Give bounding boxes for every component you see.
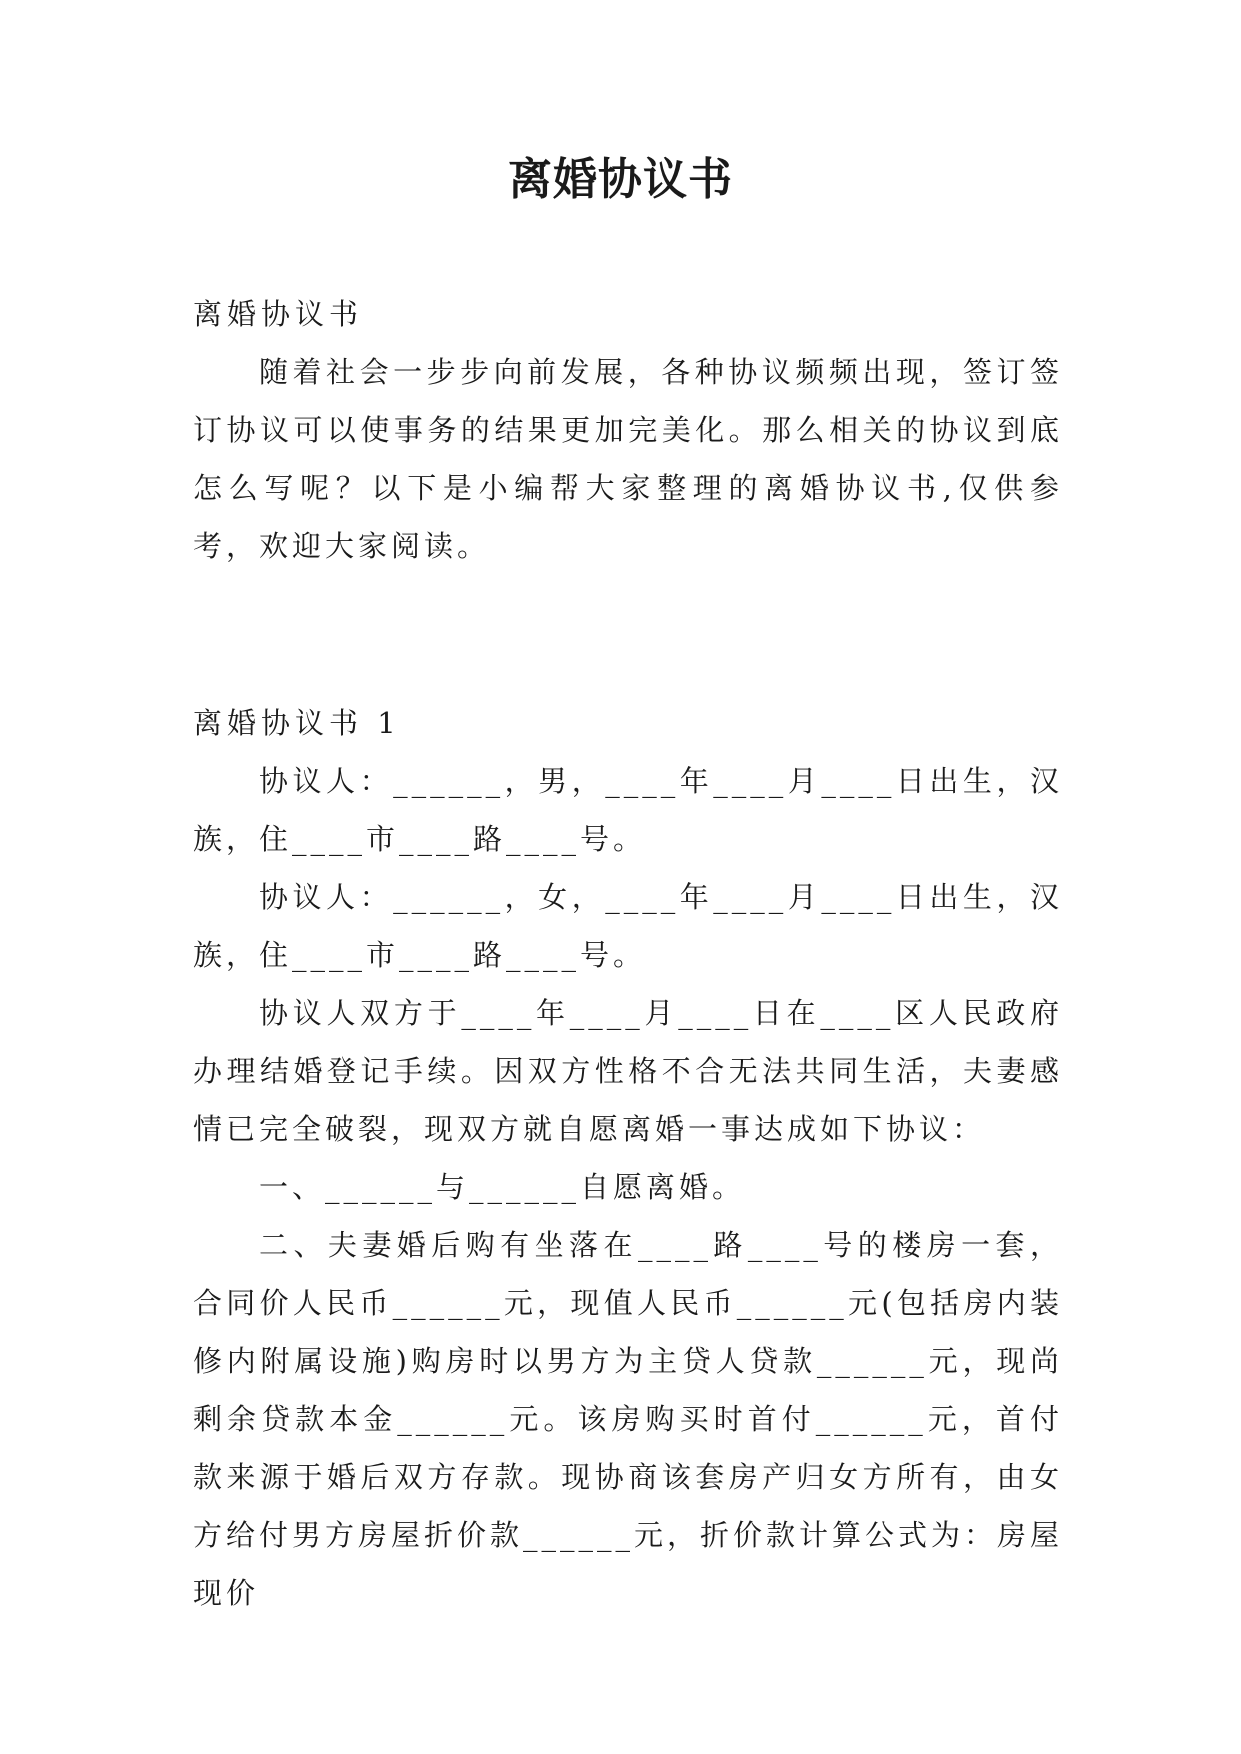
agreement-heading: 离婚协议书 1: [193, 706, 401, 740]
document-body: [193, 285, 1063, 1622]
party-male-paragraph: 协议人：______，男，____年____月____日出生，汉族，住____市____路____号。: [193, 764, 1063, 856]
clause-one: 一、______与______自愿离婚。: [259, 1170, 746, 1204]
document-title: 离婚协议书: [508, 154, 733, 205]
section-spacer: [193, 575, 1063, 694]
clause-two: 二、夫妻婚后购有坐落在____路____号的楼房一套，合同价人民币______元，现值人民币______元(包括房内装修内附属设施)购房时以男方为主贷人贷款______元，现尚剩余贷款本金______元。该房购买时首付______元，首付款来源于婚后双方存款。现协商该套房产归女方所有，由女方给付男方房屋折价款______元，折价款计算公式为：房屋现价: [193, 1228, 1064, 1610]
section-heading: 离婚协议书: [193, 297, 364, 331]
party-female-paragraph: 协议人：______，女，____年____月____日出生，汉族，住____市____路____号。: [193, 880, 1063, 972]
intro-paragraph: 随着社会一步步向前发展，各种协议频频出现，签订签订协议可以使事务的结果更加完美化。那么相关的协议到底怎么写呢？以下是小编帮大家整理的离婚协议书,仅供参考，欢迎大家阅读。: [193, 355, 1063, 563]
marriage-paragraph: 协议人双方于____年____月____日在____区人民政府办理结婚登记手续。因双方性格不合无法共同生活，夫妻感情已完全破裂，现双方就自愿离婚一事达成如下协议：: [193, 996, 1063, 1146]
